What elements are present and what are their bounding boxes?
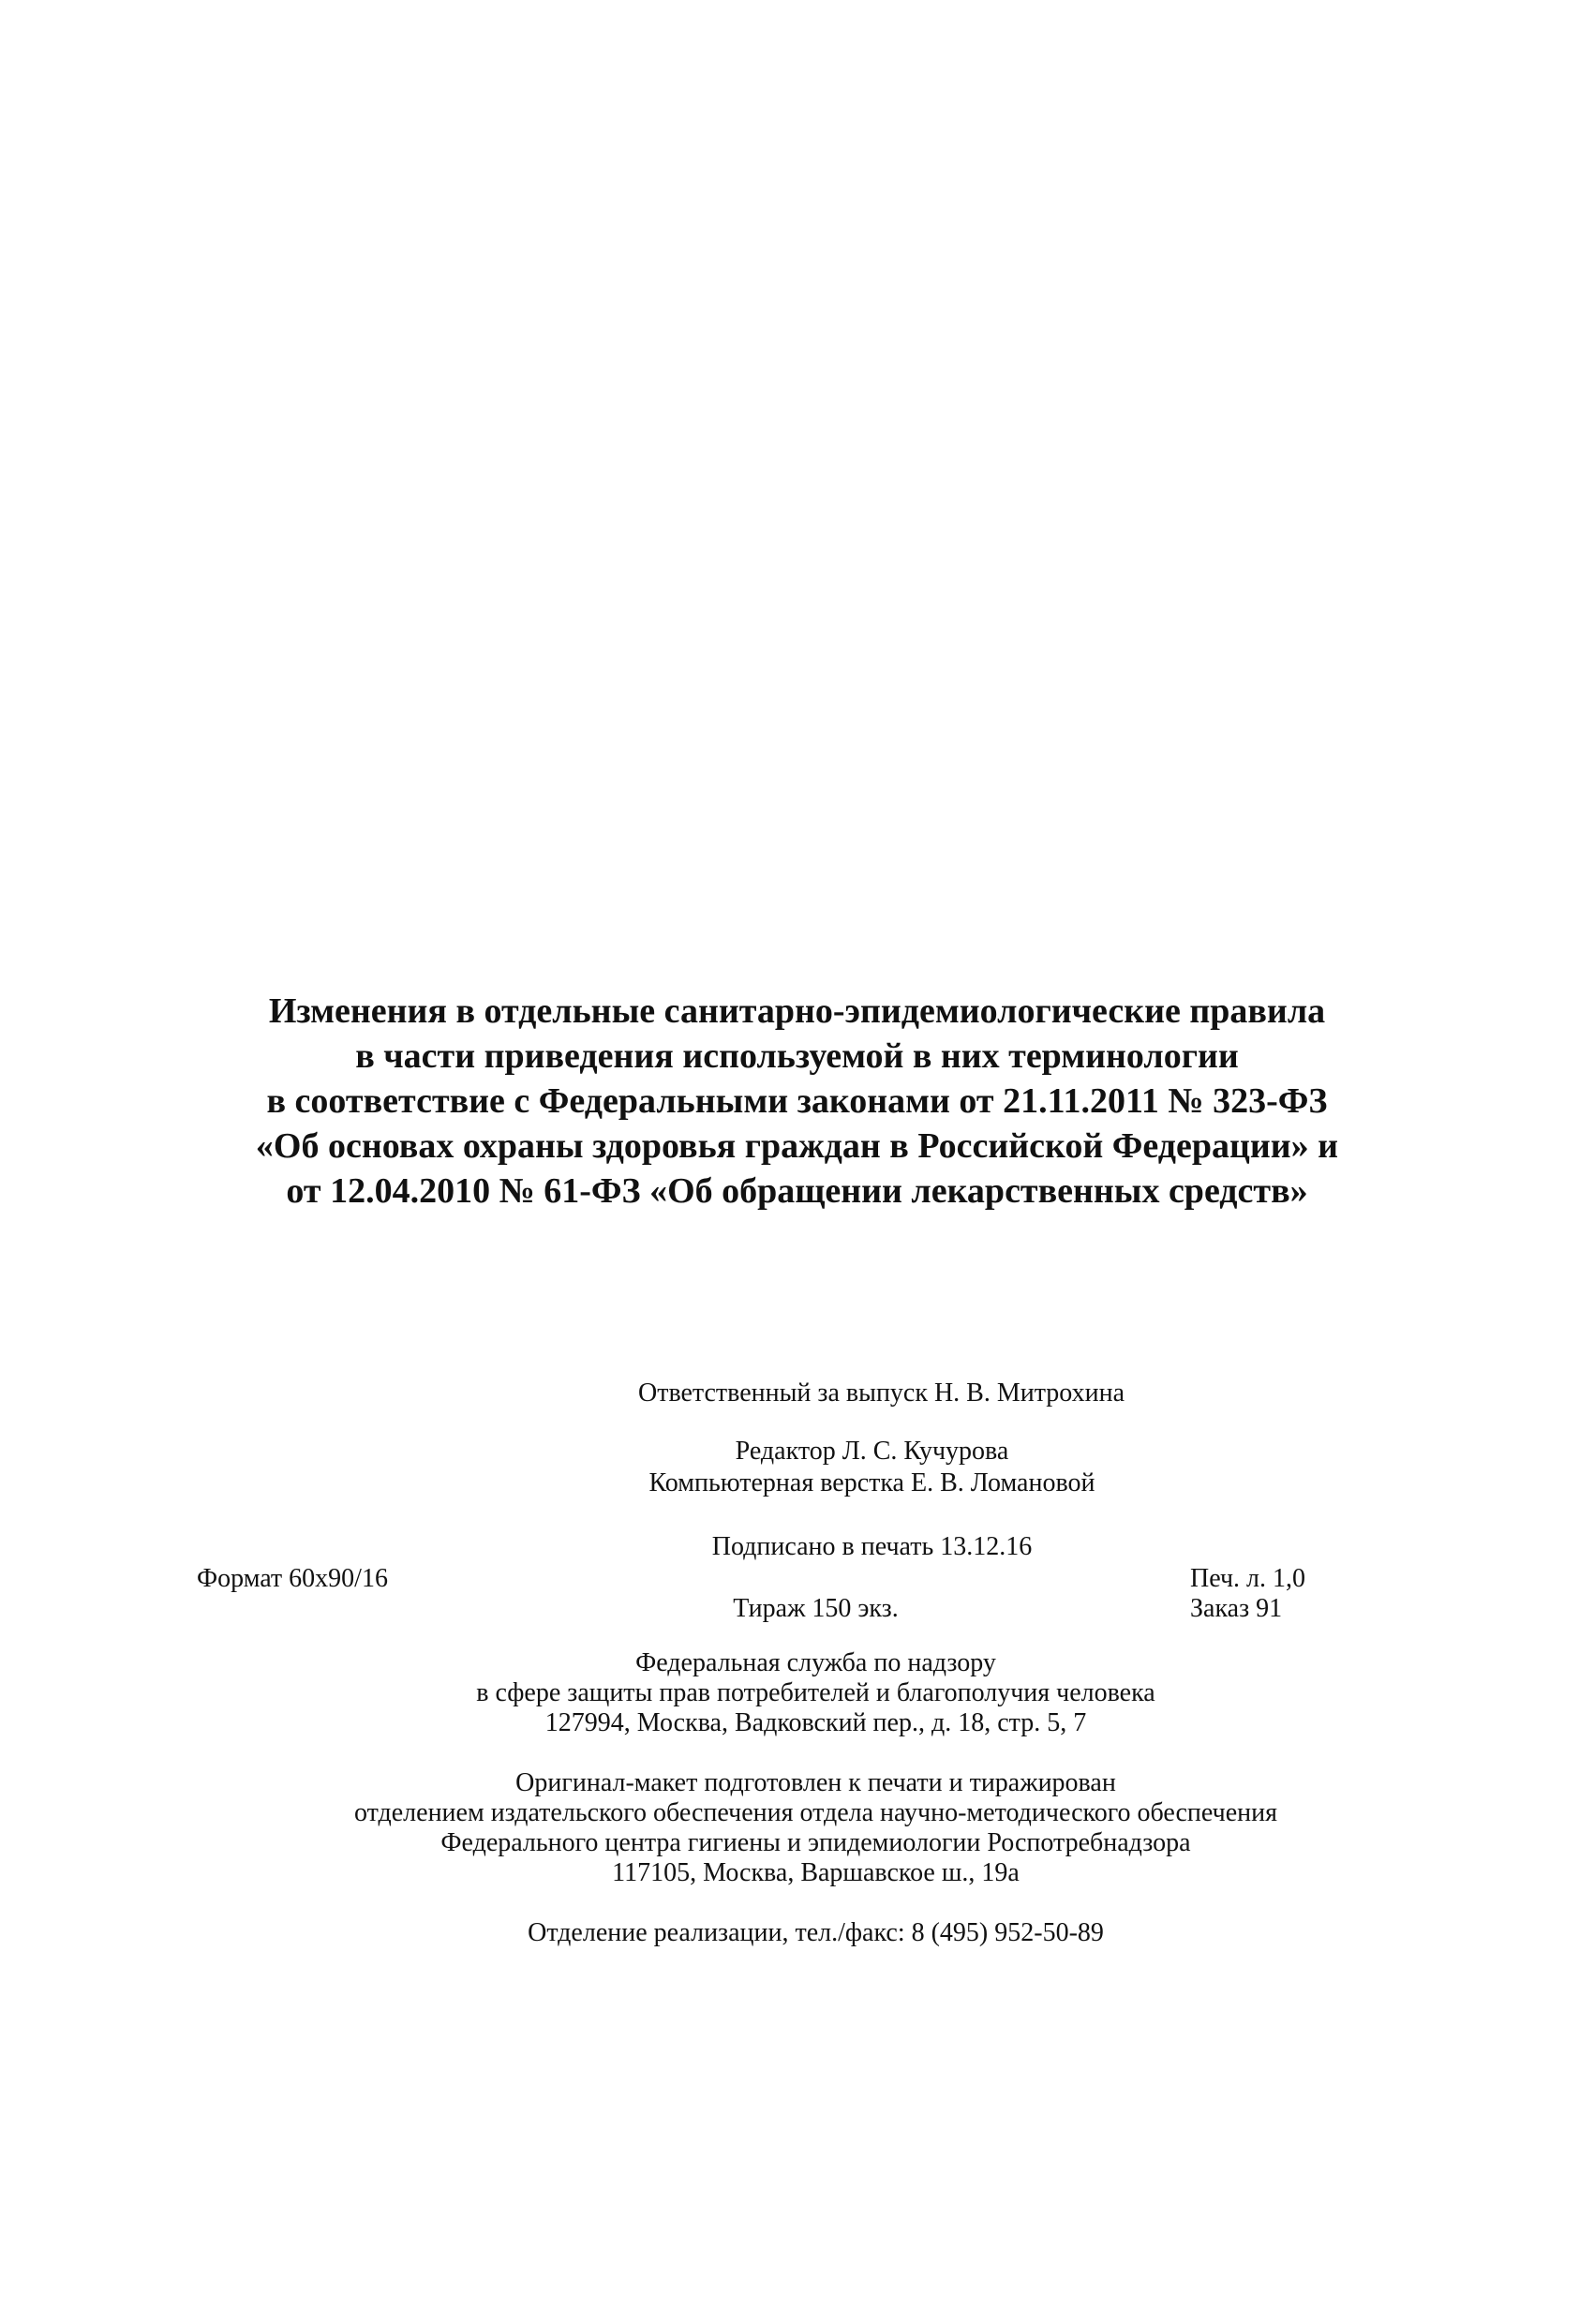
title-line: от 12.04.2010 № 61-ФЗ «Об обращении лекарственных средств» (286, 1171, 1308, 1211)
publisher-line: Федеральная служба по надзору (635, 1648, 996, 1677)
title-line: Изменения в отдельные санитарно-эпидемиологические правила (268, 991, 1326, 1031)
printer-line: Федерального центра гигиены и эпидемиологии Роспотребнадзора (440, 1828, 1191, 1857)
title-line: в соответствие с Федеральными законами от 21.11.2011 № 323-ФЗ (266, 1081, 1328, 1121)
layout-designer: Компьютерная верстка Е. В. Ломановой (648, 1468, 1095, 1497)
document-title (0, 989, 1594, 1214)
title-line: «Об основах охраны здоровья граждан в Российской Федерации» и (255, 1126, 1339, 1166)
editor: Редактор Л. С. Кучурова (735, 1437, 1009, 1466)
printer-address: 117105, Москва, Варшавское ш., 19а (612, 1858, 1020, 1887)
paper-format: Формат 60x90/16 (197, 1564, 388, 1593)
publisher-address: 127994, Москва, Вадковский пер., д. 18, стр. 5, 7 (544, 1708, 1087, 1737)
printer-line: отделением издательского обеспечения отдела научно-методического обеспечения (354, 1798, 1277, 1827)
responsible-editor: Ответственный за выпуск Н. В. Митрохина (637, 1378, 1125, 1408)
title-line: в части приведения используемой в них терминологии (355, 1036, 1239, 1076)
publisher-line: в сфере защиты прав потребителей и благополучия человека (476, 1678, 1155, 1707)
order-number: Заказ 91 (1190, 1594, 1283, 1623)
signed-date: Подписано в печать 13.12.16 (711, 1532, 1033, 1561)
print-sheets: Печ. л. 1,0 (1190, 1564, 1306, 1593)
circulation: Тираж 150 экз. (733, 1594, 899, 1623)
sales-contact: Отделение реализации, тел./факс: 8 (495) 952-50-89 (528, 1918, 1104, 1947)
printer-line: Оригинал-макет подготовлен к печати и тиражирован (515, 1768, 1116, 1797)
